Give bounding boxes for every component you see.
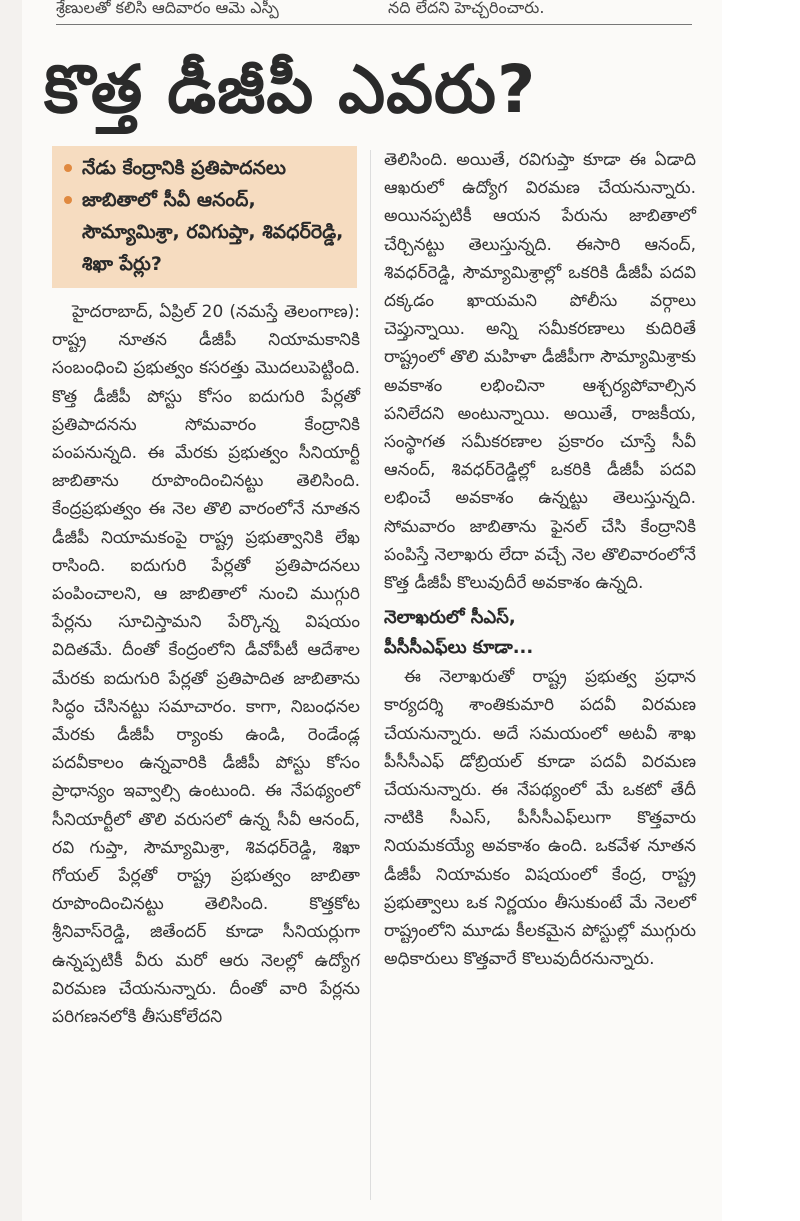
subheading	[384, 603, 696, 663]
article-paragraph: హైదరాబాద్, ఏప్రిల్ 20 (నమస్తే తెలంగాణ): రాష్ట్ర నూతన డీజీపీ నియామకానికి సంబంధించి ప్రభుత్వం కసరత్తు మొదలుపెట్టింది. కొత్త డీజీపీ పోస్టు కోసం ఐదుగురి పేర్లతో ప్రతిపాదనను సోమవారం కేంద్రానికి పంపనున్నది. ఈ మేరకు ప్రభుత్వం సీనియార్టీ జాబితాను రూపొందించినట్టు తెలిసింది. కేంద్రప్రభుత్వం ఈ నెల తొలి వారంలోనే నూతన డీజీపీ నియామకంపై రాష్ట్ర ప్రభుత్వానికి లేఖ రాసింది. ఐదుగురి పేర్లతో ప్రతిపాదనలు పంపించాలని, ఆ జాబితాలో నుంచి ముగ్గురి పేర్లను సూచిస్తామని పేర్కొన్న విషయం విదితమే. దీంతో కేంద్రంలోని డీవోపీటీ ఆదేశాల మేరకు ఐదుగురి పేర్లతో ప్రతిపాదిత జాబితాను సిద్ధం చేసినట్టు సమాచారం. కాగా, నిబంధనల మేరకు డీజీపీ ర్యాంకు ఉండి, రెండేండ్ల పదవీకాలం ఉన్నవారికి డీజీపీ పోస్టు కోసం ప్రాధాన్యం ఇవ్వాల్సి ఉంటుంది. ఈ నేపథ్యంలో సీనియార్టీలో తొలి వరుసలో ఉన్న సీవీ ఆనంద్, రవి గుప్తా, సౌమ్యామిశ్రా, శివధర్‌రెడ్డి, శిఖా గోయల్ పేర్లతో రాష్ట్ర ప్రభుత్వం జాబితా రూపొందించినట్టు తెలిసింది. కొత్తకోట శ్రీనివాస్‌రెడ్డి, జితేందర్ కూడా సీనియర్లుగా ఉన్నప్పటికీ వీరు మరో ఆరు నెలల్లో ఉద్యోగ విరమణ చేయనున్నారు. దీంతో వారి పేర్లను పరిగణనలోకి తీసుకోలేదని	[52, 302, 360, 1028]
bullet-icon	[64, 196, 72, 204]
highlight-text: నేడు కేంద్రానికి ప్రతిపాదనలు	[82, 157, 286, 179]
fragment-right: నది లేదని హెచ్చరించారు.	[388, 0, 545, 17]
subheading-line: పీసీసీఎఫ్‌లు కూడా...	[384, 637, 534, 659]
article-paragraph: ఈ నెలాఖరుతో రాష్ట్ర ప్రభుత్వ ప్రధాన కార్యదర్శి శాంతికుమారి పదవీ విరమణ చేయనున్నారు. అదే సమయంలో అటవీ శాఖ పీసీసీఎఫ్ డోబ్రియల్ కూడా పదవీ విరమణ చేయనున్నారు. ఈ నేపథ్యంలో మే ఒకటో తేదీ నాటికి సీఎస్, పీసీసీఎఫ్‌లుగా కొత్తవారు నియమకయ్యే అవకాశం ఉంది. ఒకవేళ నూతన డీజీపీ నియామకం విషయంలో కేంద్ర, రాష్ట్ర ప్రభుత్వాలు ఒక నిర్ణయం తీసుకుంటే మే నెలలో రాష్ట్రంలోని మూడు కీలకమైన పోస్టుల్లో ముగ్గురు అధికారులు కొత్తవారే కొలువుదీరనున్నారు.	[384, 667, 696, 970]
article-headline: కొత్త డీజీపీ ఎవరు?	[44, 51, 537, 128]
highlight-item	[64, 184, 349, 280]
fragment-left: శ్రేణులతో కలిసి ఆదివారం ఆమె ఎస్పీ	[56, 0, 279, 17]
left-column	[52, 298, 360, 1031]
previous-article-fragment	[56, 0, 696, 20]
column-separator	[370, 150, 371, 1200]
highlight-item	[64, 152, 349, 184]
subheading-line: నెలాఖరులో సీఎస్,	[384, 607, 516, 629]
highlights-box	[52, 146, 357, 288]
page-margin	[722, 0, 800, 1221]
article-paragraph: తెలిసింది. అయితే, రవిగుప్తా కూడా ఈ ఏడాది ఆఖరులో ఉద్యోగ విరమణ చేయనున్నారు. అయినప్పటికీ ఆయన పేరును జాబితాలో చేర్చినట్టు తెలుస్తున్నది. ఈసారి ఆనంద్, శివధర్‌రెడ్డి, సౌమ్యామిశ్రాల్లో ఒకరికి డీజీపీ పదవి దక్కడం ఖాయమని పోలీసు వర్గాలు చెప్తున్నాయి. అన్ని సమీకరణాలు కుదిరితే రాష్ట్రంలో తొలి మహిళా డీజీపీగా సౌమ్యామిశ్రాకు అవకాశం లభించినా ఆశ్చర్యపోవాల్సిన పనిలేదని అంటున్నాయి. అయితే, రాజకీయ, సంస్థాగత సమీకరణాల ప్రకారం చూస్తే సీవీ ఆనంద్, శివధర్‌రెడ్డిల్లో ఒకరికి డీజీపీ పదవి లభించే అవకాశం ఉన్నట్టు తెలుస్తున్నది. సోమవారం జాబితాను ఫైనల్ చేసి కేంద్రానికి పంపిస్తే నెలాఖరు లేదా వచ్చే నెల తొలివారంలోనే కొత్త డీజీపీ కొలువుదీరే అవకాశం ఉన్నది.	[384, 150, 696, 594]
divider-rule	[56, 24, 692, 25]
right-column	[384, 146, 696, 973]
highlight-text: జాబితాలో సీవీ ఆనంద్, సౌమ్యామిశ్రా, రవిగుప్తా, శివధర్‌రెడ్డి, శిఖా పేర్లు?	[82, 189, 344, 275]
bullet-icon	[64, 164, 72, 172]
